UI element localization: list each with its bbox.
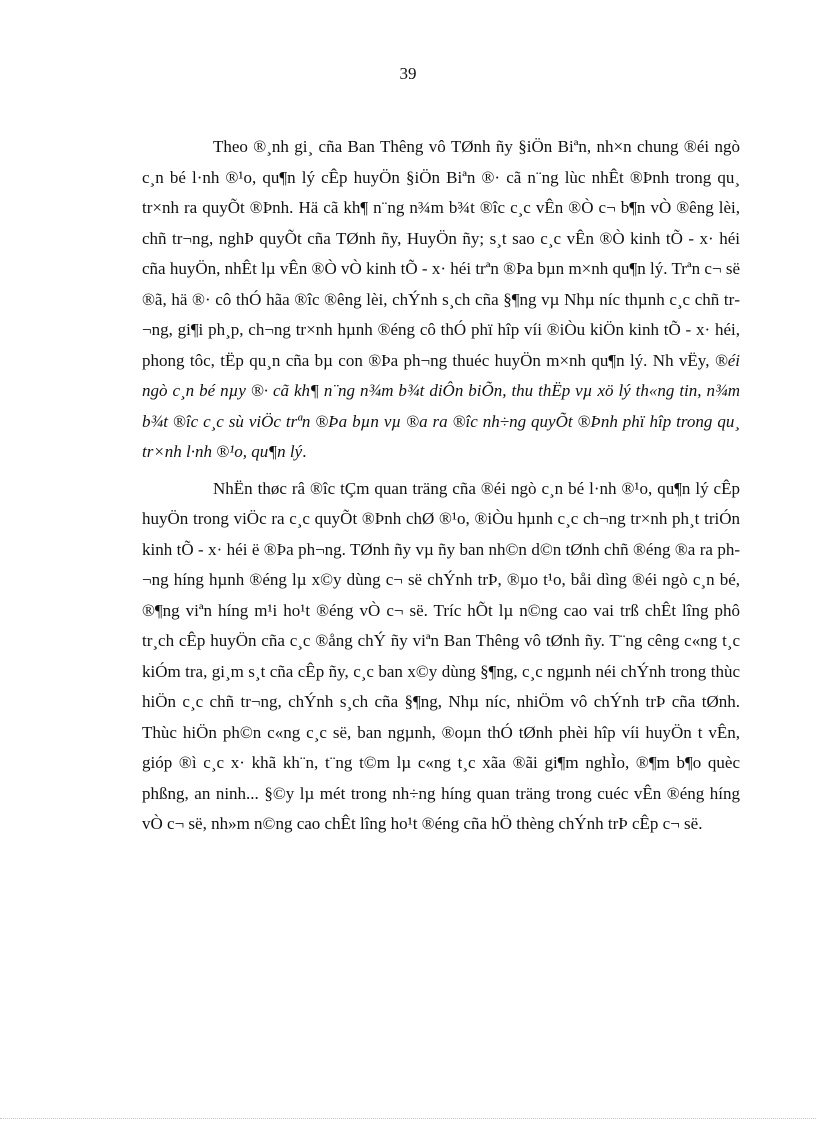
paragraph-1-tail: . [302, 442, 307, 461]
paragraph-1 [142, 132, 740, 468]
paragraph-1-italic-text: ®éi ngò c¸n bé nµy ®· cã kh¶ n¨ng n¾m b¾t diÔn biÕn, thu thËp vµ xö lý th«ng tin, n¾m b¾t ®îc c¸c sù viÖc trªn ®Þa bµn vµ ®a ra ®îc nh÷ng quyÕt ®Þnh phï hîp trong qu¸ tr×nh l·nh ®¹o, qu¶n lý [142, 350, 740, 461]
paragraph-2-text: NhËn thøc râ ®îc tÇm quan träng cña ®éi ngò c¸n bé l·nh ®¹o, qu¶n lý cÊp huyÖn trong viÖc ra c¸c quyÕt ®Þnh chØ ®¹o, ®iÒu hµnh c¸c ch¬ng tr×nh ph¸t triÓn kinh tÕ - x· héi ë ®Þa ph¬ng. TØnh ñy vµ ñy ban nh©n d©n tØnh chñ ®éng ®a ra ph¬ng híng hµnh ®éng lµ x©y dùng c¬ së chÝnh trÞ, ®µo t¹o, båi dìng ®éi ngò c¸n bé, ®¶ng viªn híng m¹i ho¹t ®éng vÒ c¬ së. Tríc hÕt lµ n©ng cao vai trß chÊt lîng phô tr¸ch cÊp huyÖn cña c¸c ®ång chÝ ñy viªn Ban Thêng vô tØnh ñy. T¨ng cêng c«ng t¸c kiÓm tra, gi¸m s¸t cña cÊp ñy, c¸c ban x©y dùng §¶ng, c¸c ngµnh néi chÝnh trong thùc hiÖn c¸c chñ tr¬ng, chÝnh s¸ch cña §¶ng, Nhµ níc, nhiÖm vô chÝnh trÞ cña tØnh. Thùc hiÖn ph©n c«ng c¸c së, ban ngµnh, ®oµn thÓ tØnh phèi hîp víi huyÖn t vÊn, gióp ®ì c¸c x· khã kh¨n, t¨ng t©m lµ c«ng t¸c xãa ®ãi gi¶m nghÌo, ®¶m b¶o quèc phßng, an ninh... §©y lµ mét trong nh÷ng híng quan träng trong cuéc vÊn ®éng híng vÒ c¬ së, nh»m n©ng cao chÊt lîng ho¹t ®éng cña hÖ thèng chÝnh trÞ cÊp c¬ së. [142, 478, 740, 833]
page-bottom-divider [0, 1118, 816, 1119]
page-number: 39 [399, 64, 417, 83]
paragraph-1-text: Theo ®¸nh gi¸ cña Ban Thêng vô TØnh ñy §iÖn Biªn, nh×n chung ®éi ngò c¸n bé l·nh ®¹o, qu¶n lý cÊp huyÖn §iÖn Biªn ®· cã n¨ng lùc nhÊt ®Þnh trong qu¸ tr×nh ra quyÕt ®Þnh. Hä cã kh¶ n¨ng n¾m b¾t ®îc c¸c vÊn ®Ò c¬ b¶n vÒ ®êng lèi, chñ tr¬ng, nghÞ quyÕt cña TØnh ñy, HuyÖn ñy; s¸t sao c¸c vÊn ®Ò kinh tÕ - x· héi cña huyÖn, nhÊt lµ vÊn ®Ò vÒ kinh tÕ - x· héi trªn ®Þa bµn m×nh qu¶n lý. Trªn c¬ së ®ã, hä ®· cô thÓ hãa ®îc ®êng lèi, chÝnh s¸ch cña §¶ng vµ Nhµ níc thµnh c¸c chñ tr¬ng, gi¶i ph¸p, ch¬ng tr×nh hµnh ®éng cô thÓ phï hîp víi ®iÒu kiÖn kinh tÕ - x· héi, phong tôc, tËp qu¸n cña bµ con ®Þa ph¬ng thuéc huyÖn m×nh qu¶n lý. Nh vËy, [142, 137, 740, 370]
paragraph-2 [142, 474, 740, 840]
body-text [142, 132, 740, 840]
